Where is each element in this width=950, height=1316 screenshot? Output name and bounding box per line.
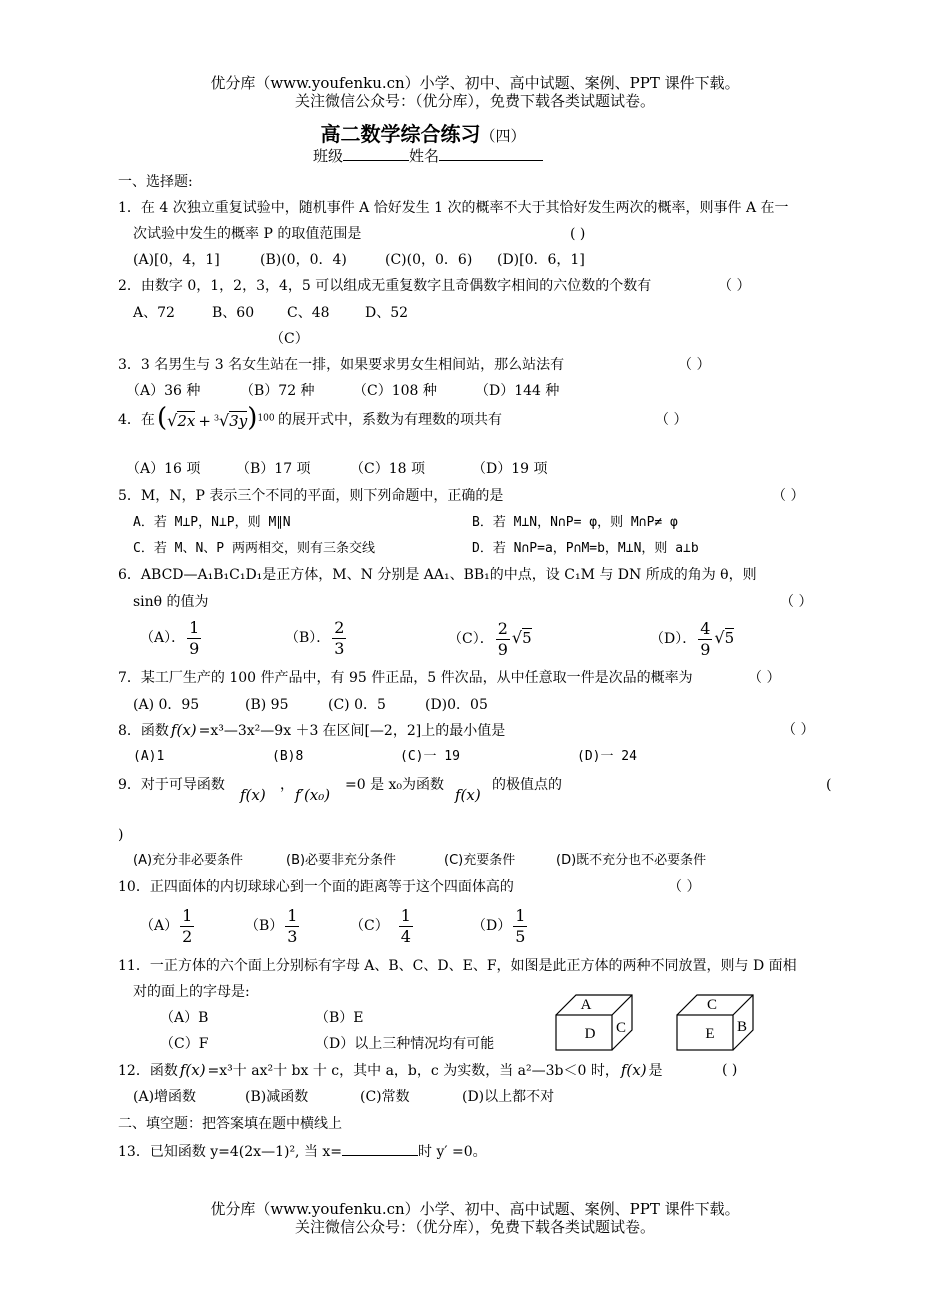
- q12-answer-paren: ( ): [722, 1062, 738, 1078]
- q8-option-d: (D)一 24: [577, 749, 637, 764]
- footer-line-1: 优分库（www.youfenku.cn）小学、初中、高中试题、案例、PPT 课件下载。: [210, 1200, 740, 1218]
- q6-c-label: （C）．: [448, 631, 494, 647]
- q1-line2: 次试验中发生的概率 P 的取值范围是: [133, 226, 362, 242]
- q4-exponent: 100: [257, 413, 275, 424]
- cube-1-side-label: C: [615, 1020, 627, 1036]
- cuberoot-symbol: √: [219, 411, 230, 430]
- q5-option-b: B．若 M⊥N，N∩P= φ，则 M∩P≠ φ: [472, 515, 678, 530]
- q2-option-c: C、48: [287, 305, 330, 321]
- name-blank[interactable]: [439, 146, 543, 161]
- q2-option-d: D、52: [365, 305, 409, 321]
- q5-answer-paren: （ ）: [772, 488, 805, 504]
- q13-line: [118, 1141, 487, 1161]
- q8-post: 在区间[—2，2]上的最小值是: [322, 723, 506, 739]
- class-blank[interactable]: [343, 146, 409, 161]
- q11-option-b: （B）E: [315, 1010, 364, 1026]
- q12-line: [118, 1061, 663, 1080]
- q10-option-c: [350, 904, 415, 948]
- q13-pre: 13．已知函数 y=4(2x—1)², 当 x=: [118, 1144, 343, 1160]
- q12-post: 是: [648, 1063, 663, 1079]
- q8-expression: =x³—3x²—9x ＋3: [198, 723, 319, 739]
- header-line-2: 关注微信公众号：（优分库），免费下载各类试题试卷。: [294, 92, 655, 110]
- cube-2-top-label: C: [706, 997, 718, 1013]
- q8-option-b: (B)8: [272, 749, 304, 764]
- q7-text: 7．某工厂生产的 100 件产品中，有 95 件正品，5 件次品，从中任意取一件是次品的概率为: [118, 670, 693, 686]
- cube-figures: [550, 990, 770, 1055]
- q8-function: f(x): [170, 721, 197, 739]
- q9-option-b: (B)必要非充分条件: [286, 853, 397, 868]
- q10-text: 10．正四面体的内切球球心到一个面的距离等于这个四面体高的: [118, 879, 514, 895]
- q1-option-b: (B)(0，0．4): [260, 252, 347, 268]
- q10-option-b: [245, 904, 301, 948]
- q9-option-a: (A)充分非必要条件: [133, 853, 244, 868]
- q12-option-b: (B)减函数: [245, 1089, 309, 1105]
- q11-option-c: （C）F: [160, 1036, 209, 1052]
- q9-option-c: (C)充要条件: [444, 853, 516, 868]
- q9-derivative-expr: f′(x₀): [295, 786, 331, 804]
- q5-option-c: C．若 M、N、P 两两相交，则有三条交线: [133, 541, 375, 556]
- q8-answer-paren: （ ）: [782, 722, 815, 738]
- q10-option-a: [140, 904, 196, 948]
- student-info: [313, 146, 543, 165]
- q8-option-a: (A)1: [133, 749, 165, 764]
- q6-b-label: （B）．: [285, 630, 331, 646]
- cube-2-edge: [733, 995, 753, 1015]
- q4-plus: +: [198, 412, 211, 430]
- q10-a-numerator: 1: [182, 905, 193, 925]
- q1-line1: 1．在 4 次独立重复试验中，随机事件 A 恰好发生 1 次的概率不大于其恰好发生两次的概率，则事件 A 在一: [118, 200, 789, 216]
- q9-comma: ，: [280, 777, 294, 793]
- q10-c-numerator: 1: [400, 905, 411, 925]
- q10-option-d: [472, 904, 529, 948]
- q6-d-radicand: 5: [724, 629, 735, 647]
- q12-pre: 12．函数: [118, 1063, 178, 1079]
- header-line-1: 优分库（www.youfenku.cn）小学、初中、高中试题、案例、PPT 课件下载。: [210, 74, 740, 92]
- q6-d-denominator: 9: [700, 639, 711, 659]
- q10-d-numerator: 1: [515, 905, 526, 925]
- q8-line: [118, 721, 505, 740]
- q4-close-paren: ): [247, 403, 258, 433]
- cube-2-front-label: E: [705, 1026, 715, 1042]
- q7-option-c: (C) 0．5: [328, 697, 386, 713]
- q12-function: f(x): [179, 1061, 206, 1079]
- q6-c-numerator: 2: [497, 618, 508, 638]
- q11-line1: 11．一正方体的六个面上分别标有字母 A、B、C、D、E、F，如图是此正方体的两种不同放置，则与 D 面相: [118, 958, 797, 974]
- q6-c-denominator: 9: [497, 639, 508, 659]
- q9-paren-open: (: [826, 777, 832, 793]
- q10-c-label: （C）: [350, 918, 389, 934]
- q6-line2: sinθ 的值为: [133, 594, 209, 610]
- q9-function: f(x): [240, 786, 266, 804]
- class-label: 班级: [313, 147, 344, 165]
- q9-fx: [240, 786, 266, 805]
- q11-line2: 对的面上的字母是:: [133, 984, 250, 1000]
- q4-cuberoot-index: 3: [213, 413, 220, 423]
- q6-d-label: （D）．: [650, 631, 697, 647]
- title-main: 高二数学综合练习: [320, 122, 481, 146]
- q9-fx2: [455, 786, 481, 805]
- q3-option-d: （D）144 种: [475, 383, 560, 399]
- q5-option-d: D．若 N∩P=a，P∩M=b，M⊥N，则 a⊥b: [472, 541, 699, 556]
- q4-pre: 4．在: [118, 412, 155, 428]
- sqrt-symbol: √: [511, 628, 523, 647]
- q9-derivative: [295, 786, 330, 805]
- q3-option-b: （B）72 种: [240, 383, 315, 399]
- q10-c-denominator: 4: [400, 926, 411, 946]
- cube-1-front-label: D: [584, 1026, 596, 1042]
- q4-post: 的展开式中，系数为有理数的项共有: [278, 412, 502, 428]
- q1-answer-paren: ( ): [570, 226, 586, 242]
- q12-mid: =x³十 ax²十 bx 十 c，其中 a，b，c 为实数，当 a²—3b＜0 时，: [207, 1063, 619, 1079]
- section-two-heading: 二、填空题：把答案填在题中横线上: [118, 1116, 342, 1132]
- q12-option-c: (C)常数: [360, 1089, 410, 1105]
- q12-option-d: (D)以上都不对: [462, 1089, 555, 1105]
- q2-answer: （C）: [270, 331, 309, 347]
- q5-text: 5．M，N，P 表示三个不同的平面，则下列命题中，正确的是: [118, 488, 504, 504]
- q2-text: 2．由数字 0，1，2，3，4，5 可以组成无重复数字且奇偶数字相间的六位数的个数有: [118, 278, 652, 294]
- q4-expression: [157, 404, 275, 436]
- q9-option-d: (D)既不充分也不必要条件: [556, 853, 707, 868]
- q6-option-b: [285, 616, 348, 660]
- cube-2-side-label: B: [736, 1019, 748, 1035]
- q12-function-2: f(x): [620, 1061, 647, 1079]
- q6-a-fraction: [187, 618, 201, 659]
- q10-d-label: （D）: [472, 918, 512, 934]
- q2-option-b: B、60: [212, 305, 255, 321]
- q6-d-numerator: 4: [700, 618, 711, 638]
- q13-post: 时 y′ =0。: [418, 1144, 487, 1160]
- q7-answer-paren: （ ）: [748, 670, 781, 686]
- q6-b-denominator: 3: [334, 638, 345, 658]
- q2-answer-paren: （ ）: [718, 278, 751, 294]
- q4-option-a: （A）16 项: [126, 461, 201, 477]
- q4-option-d: （D）19 项: [472, 461, 548, 477]
- q6-c-radicand: 5: [522, 629, 532, 647]
- q9-post: 的极值点的: [492, 777, 562, 793]
- q11-option-d: （D）以上三种情况均有可能: [315, 1036, 495, 1052]
- q6-d-fraction: [698, 619, 712, 660]
- q6-line1: 6．ABCD—A₁B₁C₁D₁是正方体，M、N 分别是 AA₁、BB₁的中点，设 C₁M 与 DN 所成的角为 θ，则: [118, 567, 757, 583]
- q10-b-fraction: [285, 906, 299, 947]
- q7-option-a: (A) 0．95: [133, 697, 200, 713]
- q9-pre: 9．对于可导函数: [118, 777, 225, 793]
- q4-option-c: （C）18 项: [350, 461, 425, 477]
- q6-c-fraction: [496, 619, 510, 660]
- q9-mid: =0 是 x₀为函数: [345, 777, 445, 793]
- q8-option-c: (C)一 19: [400, 749, 460, 764]
- q3-text: 3．3 名男生与 3 名女生站在一排，如果要求男女生相间站，那么站法有: [118, 357, 565, 373]
- q1-option-c: (C)(0，0．6): [385, 252, 473, 268]
- name-label: 姓名: [409, 147, 440, 165]
- q7-option-b: (B) 95: [245, 697, 289, 713]
- q10-answer-paren: （ ）: [668, 879, 701, 895]
- q1-option-d: (D)[0．6，1]: [497, 252, 585, 268]
- q4-option-b: （B）17 项: [236, 461, 311, 477]
- q12-option-a: (A)增函数: [133, 1089, 197, 1105]
- q6-b-fraction: [332, 618, 346, 659]
- q8-pre: 8．函数: [118, 723, 169, 739]
- cube-1-edge: [612, 995, 632, 1015]
- q3-option-a: （A）36 种: [126, 383, 201, 399]
- section-one-heading: 一、选择题:: [118, 174, 193, 190]
- sqrt-symbol: √: [167, 411, 178, 430]
- q9-function-2: f(x): [455, 786, 481, 804]
- q3-option-c: （C）108 种: [353, 383, 437, 399]
- footer-line-2: 关注微信公众号：（优分库），免费下载各类试题试卷。: [294, 1218, 655, 1236]
- q6-a-label: （A）．: [140, 630, 186, 646]
- q6-option-a: [140, 616, 203, 660]
- q5-option-a: A．若 M⊥P，N⊥P，则 M∥N: [133, 515, 291, 530]
- q4-open-paren: (: [157, 403, 168, 433]
- q6-option-d: [650, 616, 734, 661]
- q9-paren-close: ): [118, 827, 124, 843]
- q10-d-denominator: 5: [515, 926, 526, 946]
- q10-c-fraction: [399, 906, 413, 947]
- q2-option-a: A、72: [133, 305, 175, 321]
- q10-a-denominator: 2: [182, 926, 193, 946]
- title-sub: （四）: [480, 127, 526, 145]
- q1-option-a: (A)[0，4，1]: [133, 252, 220, 268]
- q6-answer-paren: （ ）: [780, 594, 813, 610]
- q13-answer-blank[interactable]: [342, 1141, 418, 1156]
- q10-a-fraction: [180, 906, 194, 947]
- q3-answer-paren: （ ）: [678, 357, 711, 373]
- sqrt-symbol: √: [714, 628, 725, 647]
- q6-a-denominator: 9: [189, 638, 200, 658]
- q4-term2: 3y: [229, 412, 248, 430]
- q4-term1: 2x: [177, 412, 196, 430]
- q10-b-numerator: 1: [287, 905, 298, 925]
- q7-option-d: (D)0．05: [425, 697, 488, 713]
- q10-b-denominator: 3: [287, 926, 298, 946]
- q6-b-numerator: 2: [334, 617, 345, 637]
- q6-option-c: [448, 616, 532, 661]
- q11-option-a: （A）B: [160, 1010, 209, 1026]
- q10-b-label: （B）: [245, 918, 284, 934]
- q10-d-fraction: [513, 906, 527, 947]
- q6-a-numerator: 1: [189, 617, 200, 637]
- q10-a-label: （A）: [140, 918, 179, 934]
- page-title: [0, 118, 898, 147]
- cube-1-top-label: A: [580, 997, 592, 1013]
- q4-answer-paren: （ ）: [655, 412, 688, 428]
